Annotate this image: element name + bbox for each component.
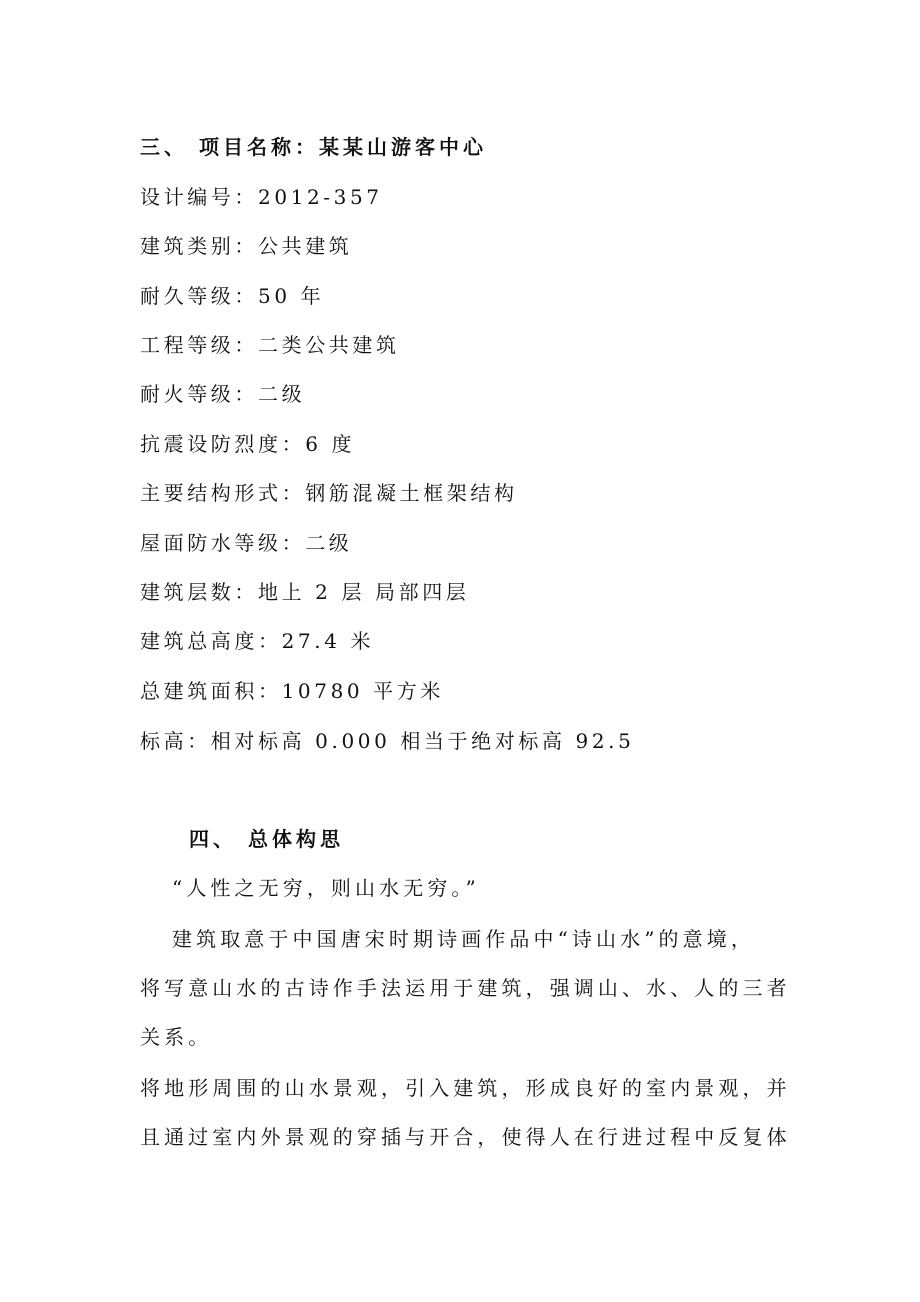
info-engineering-grade: 工程等级：二类公共建筑: [140, 333, 400, 357]
section-4-heading: 四、 总体构思: [189, 827, 344, 851]
info-design-number: 设计编号：2012-357: [140, 185, 383, 209]
paragraph-2-line-2: 且通过室内外景观的穿插与开合，使得人在行进过程中反复体: [140, 1125, 791, 1149]
info-total-height: 建筑总高度：27.4 米: [140, 629, 375, 653]
section-3-heading: 三、 项目名称：某某山游客中心: [140, 135, 487, 159]
info-structure-type: 主要结构形式：钢筋混凝土框架结构: [140, 481, 518, 505]
info-roof-waterproof: 屋面防水等级：二级: [140, 531, 353, 555]
quote-line: “人性之无穷，则山水无穷。”: [172, 876, 480, 900]
info-fire-resistance: 耐火等级：二级: [140, 382, 306, 406]
info-seismic-intensity: 抗震设防烈度：6 度: [140, 432, 356, 456]
paragraph-1-line-2: 将写意山水的古诗作手法运用于建筑，强调山、水、人的三者: [140, 976, 791, 1000]
info-building-category: 建筑类别：公共建筑: [140, 234, 353, 258]
info-elevation: 标高：相对标高 0.000 相当于绝对标高 92.5: [140, 729, 635, 753]
paragraph-1-line-3: 关系。: [140, 1025, 213, 1049]
info-total-area: 总建筑面积：10780 平方米: [140, 679, 444, 703]
paragraph-1-line-1: 建筑取意于中国唐宋时期诗画作品中“诗山水”的意境，: [172, 927, 755, 951]
info-floor-count: 建筑层数：地上 2 层 局部四层: [140, 580, 470, 604]
paragraph-2-line-1: 将地形周围的山水景观，引入建筑，形成良好的室内景观，并: [140, 1076, 791, 1100]
info-durability-grade: 耐久等级：50 年: [140, 284, 325, 308]
